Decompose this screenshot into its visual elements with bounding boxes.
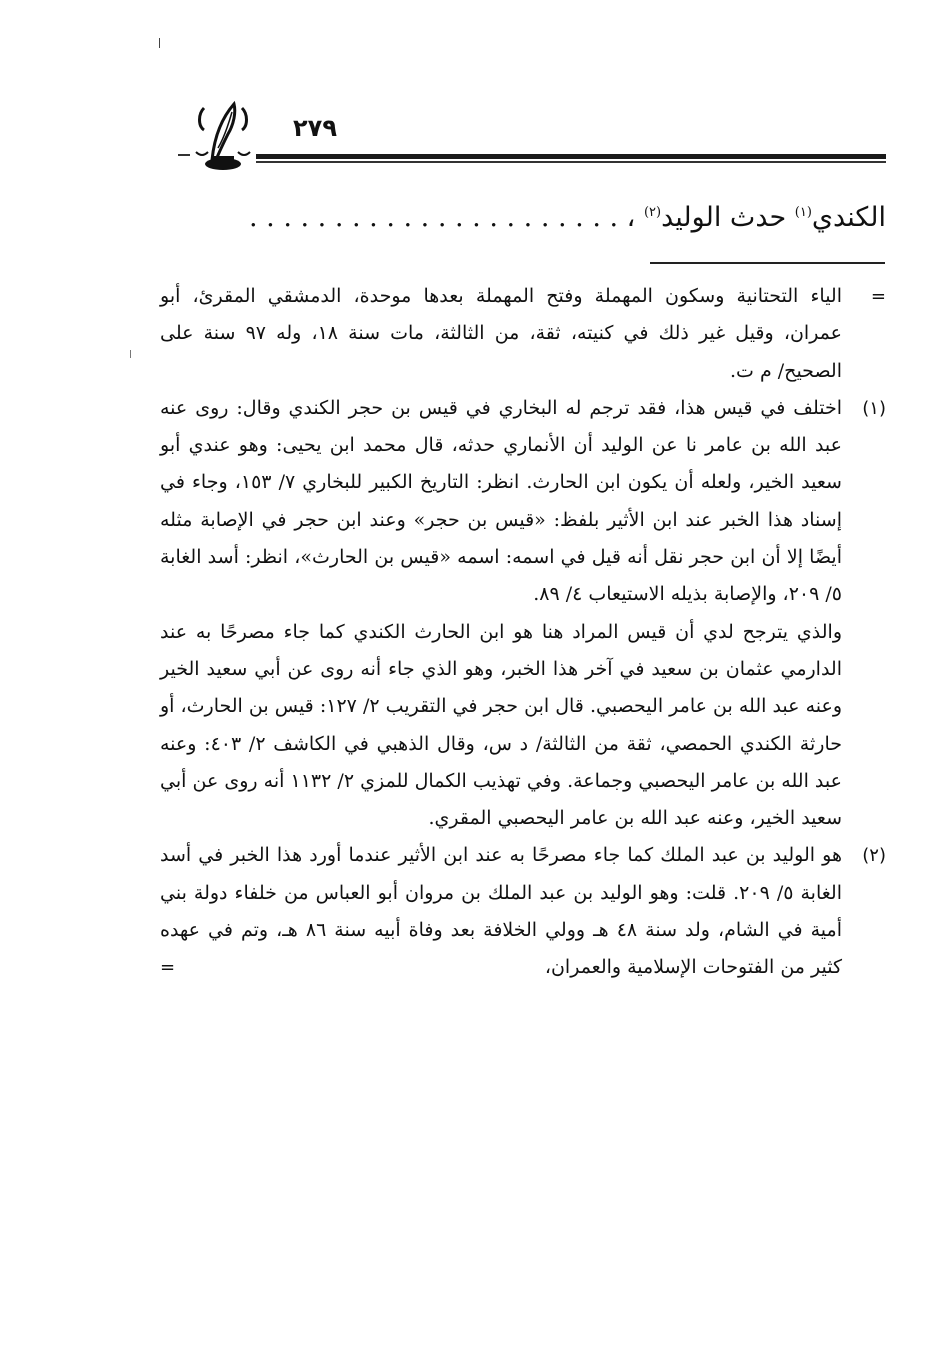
header-rule-left [178, 154, 190, 156]
main-text-ellipsis: ، . . . . . . . . . . . . . . . . . . . . . . [249, 202, 644, 233]
quill-inkwell-icon [190, 100, 256, 172]
footnote-1-marker: (١) [862, 397, 886, 419]
main-text-line [178, 188, 886, 243]
footnote-separator [650, 262, 885, 264]
continuation-marker: = [870, 286, 886, 307]
page-number: ٢٧٩ [293, 114, 337, 142]
footnote-2 [160, 837, 886, 986]
main-text-middle: حدث الوليد [661, 202, 795, 233]
margin-speck [130, 350, 131, 358]
page-header [178, 100, 886, 180]
footnote-continuation [160, 278, 886, 390]
footnotes-section [160, 278, 886, 987]
note-ref-1[interactable]: (١) [794, 205, 812, 220]
note-ref-2[interactable]: (٢) [643, 205, 662, 220]
header-rule-thin [256, 161, 886, 163]
footnote-2-text: هو الوليد بن عبد الملك كما جاء مصرحًا به عند ابن الأثير عندما أورد هذا الخبر في أسد الغابة ٥/ ٢٠٩. قلت: وهو الوليد بن عبد الملك بن مروان أبو العباس من خلفاء دولة بني أمية في الشام، ولد سنة ٤٨ هـ وولي الخلافة بعد وفاة أبيه سنة ٨٦ هـ، وتم في عهده كثير من الفتوحات الإسلامية والعمران، [160, 844, 842, 979]
footnote-1-text: اختلف في قيس هذا، فقد ترجم له البخاري في قيس بن حجر الكندي وقال: روى عنه عبد الله بن عامر نا عن الوليد أن الأنماري حدثه، قال محمد ابن يحيى: وهو عندي أبو سعيد الخير، ولعله أن يكون ابن الحارث. انظر: التاريخ الكبير للبخاري ٧/ ١٥٣، وجاء في إسناد هذا الخبر عند ابن الأثير بلفظ: «قيس بن حجر» وعند ابن حجر في الإصابة مثله أيضًا إلا أن ابن حجر نقل أنه قيل في اسمه: اسمه «قيس بن الحارث»، انظر: أسد الغابة ٥/ ٢٠٩، والإصابة بذيله الاستيعاب ٤/ ٨٩. [160, 396, 842, 606]
footnote-2-marker: (٢) [862, 845, 886, 867]
main-text-start: الكندي [811, 202, 886, 233]
footnote-1-paragraph-2: والذي يترجح لدي أن قيس المراد هنا هو ابن الحارث الكندي كما جاء مصرحًا به عند الدارمي عثمان بن سعيد في آخر هذا الخبر، وهو الذي جاء أنه روى عن أبي سعيد الخير وعنه عبد الله بن عامر اليحصبي. قال ابن حجر في التقريب ٢/ ١٢٧: قيس بن الحارث، أو حارثة الكندي الحمصي، ثقة من الثالثة/ د س، وقال الذهبي في الكاشف ٢/ ٤٠٣: وعنه عبد الله بن عامر اليحصبي وجماعة. وفي تهذيب الكمال للمزي ٢/ ١١٣٢ أنه روى عن أبي سعيد الخير، وعنه عبد الله بن عامر اليحصبي المقري. [160, 620, 843, 830]
continues-next-page-marker: = [160, 957, 176, 979]
continuation-text: الياء التحتانية وسكون المهملة وفتح المهملة بعدها موحدة، الدمشقي المقرئ، أبو عمران، وقيل غير ذلك في كنيته، ثقة، من الثالثة، مات سنة ١٨، وله ٩٧ سنة على الصحيح/ م ت. [160, 285, 842, 382]
margin-tick [159, 38, 160, 48]
header-rule-thick [256, 154, 886, 159]
footnote-1 [160, 390, 886, 614]
